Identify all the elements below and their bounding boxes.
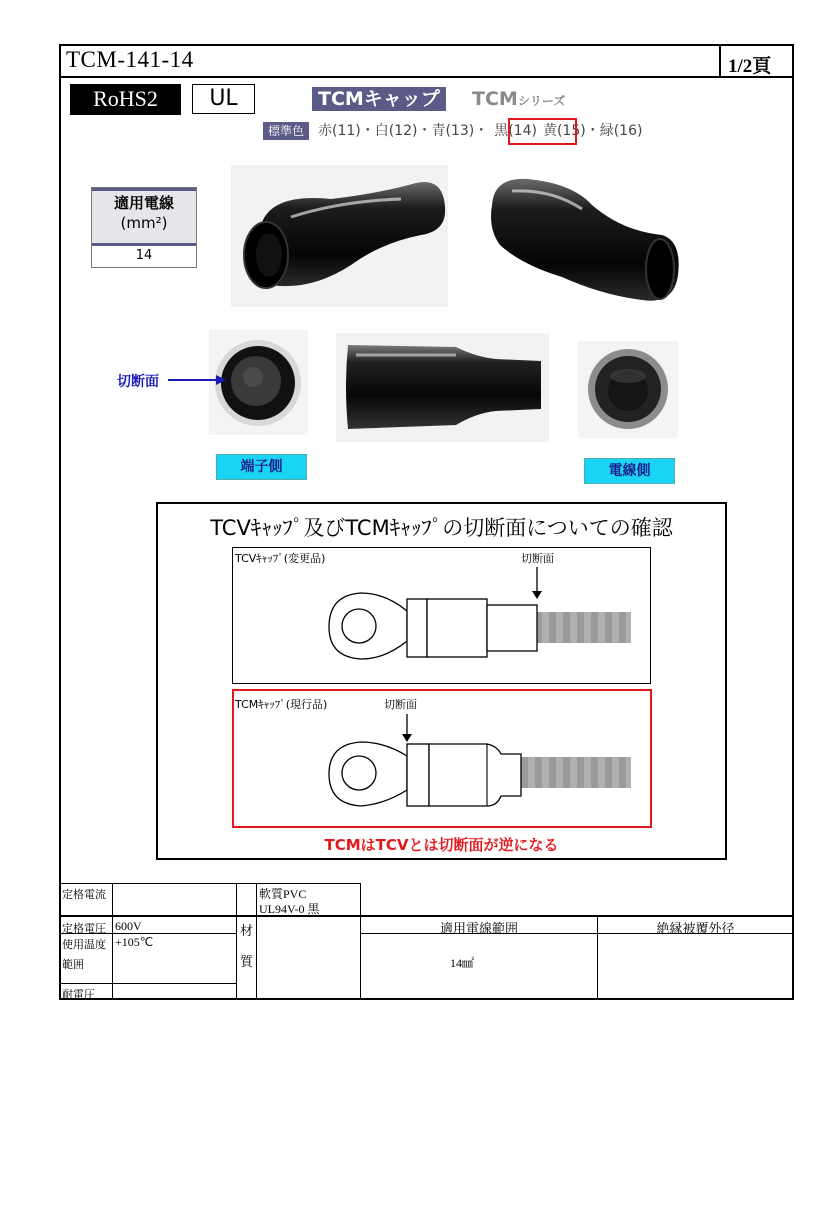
spec-temp-line	[60, 983, 236, 984]
insulation-diameter-header: 絶縁被覆外径	[656, 921, 735, 936]
page-number: 1/2頁	[728, 56, 772, 77]
spec-top-left-line	[60, 883, 360, 884]
material-line-1: 軟質PVC	[259, 887, 307, 901]
spec-col-3	[256, 883, 257, 998]
product-name-tag: TCMキャップ	[312, 87, 446, 111]
tcm-label: TCMｷｬｯﾌﾟ(現行品)	[235, 698, 328, 711]
tcv-cut-face-label: 切断面	[521, 552, 554, 565]
series-sub: シリーズ	[517, 94, 566, 108]
rohs-badge: RoHS2	[70, 84, 181, 115]
wire-size-label-2: (mm²)	[120, 214, 168, 232]
diagram-note: TCMはTCVとは切断面が逆になる	[324, 836, 559, 854]
selected-color-highlight	[508, 118, 577, 145]
rated-current-label: 定格電流	[62, 889, 106, 901]
wire-size-header	[92, 188, 196, 246]
color-list	[318, 122, 642, 140]
wire-side-photo	[578, 341, 678, 438]
document-code: TCM-141-14	[66, 47, 194, 72]
cut-face-label: 切断面	[117, 374, 159, 390]
rated-voltage-label: 定格電圧	[62, 923, 106, 935]
temp-range-label-2: 範囲	[62, 959, 84, 971]
spec-mid-line	[60, 915, 793, 917]
spec-col-2	[236, 883, 237, 998]
withstand-voltage-label: 耐電圧	[62, 989, 95, 1001]
header-page-divider	[719, 45, 721, 77]
product-photo-2	[482, 165, 687, 310]
standard-color-tag: 標準色	[263, 122, 309, 140]
color-list-before: 赤(11)・白(12)・青(13)・	[318, 123, 489, 139]
applicable-range-value: 14㎟	[450, 956, 475, 970]
spec-col-1	[112, 883, 113, 998]
header-divider	[60, 76, 793, 78]
spec-col-4	[360, 883, 361, 998]
tcv-label: TCVｷｬｯﾌﾟ(変更品)	[235, 552, 326, 565]
series-name	[472, 87, 565, 113]
material-char-2: 質	[240, 954, 254, 969]
ul-badge: UL	[192, 84, 255, 114]
cut-face-arrow-icon	[168, 374, 226, 386]
material-char-1: 材	[240, 923, 254, 938]
tcv-terminal-drawing	[325, 565, 635, 673]
temp-range-label-1: 使用温度	[62, 939, 106, 951]
wire-size-label-1: 適用電線	[113, 194, 174, 212]
tcm-cut-face-label: 切断面	[384, 698, 417, 711]
color-list-after: 黄(15)・緑(16)	[542, 123, 643, 139]
terminal-side-label: 端子側	[216, 454, 307, 480]
material-line-2: UL94V-0 黒	[259, 902, 320, 916]
series-main: TCM	[472, 88, 518, 110]
wire-size-box	[91, 187, 197, 268]
side-view-photo	[336, 333, 549, 442]
diagram-title: TCVｷｬｯﾌﾟ及びTCMｷｬｯﾌﾟの切断面についての確認	[210, 516, 673, 540]
applicable-range-header: 適用電線範囲	[439, 921, 518, 936]
wire-side-label: 電線側	[584, 458, 675, 484]
product-photo-1	[231, 165, 448, 307]
temp-range-value: +105℃	[115, 935, 154, 949]
tcm-terminal-drawing	[325, 712, 635, 820]
color-highlighted: 黒(14)	[494, 123, 537, 139]
rated-voltage-value: 600V	[115, 919, 142, 933]
wire-size-value: 14	[135, 248, 153, 263]
